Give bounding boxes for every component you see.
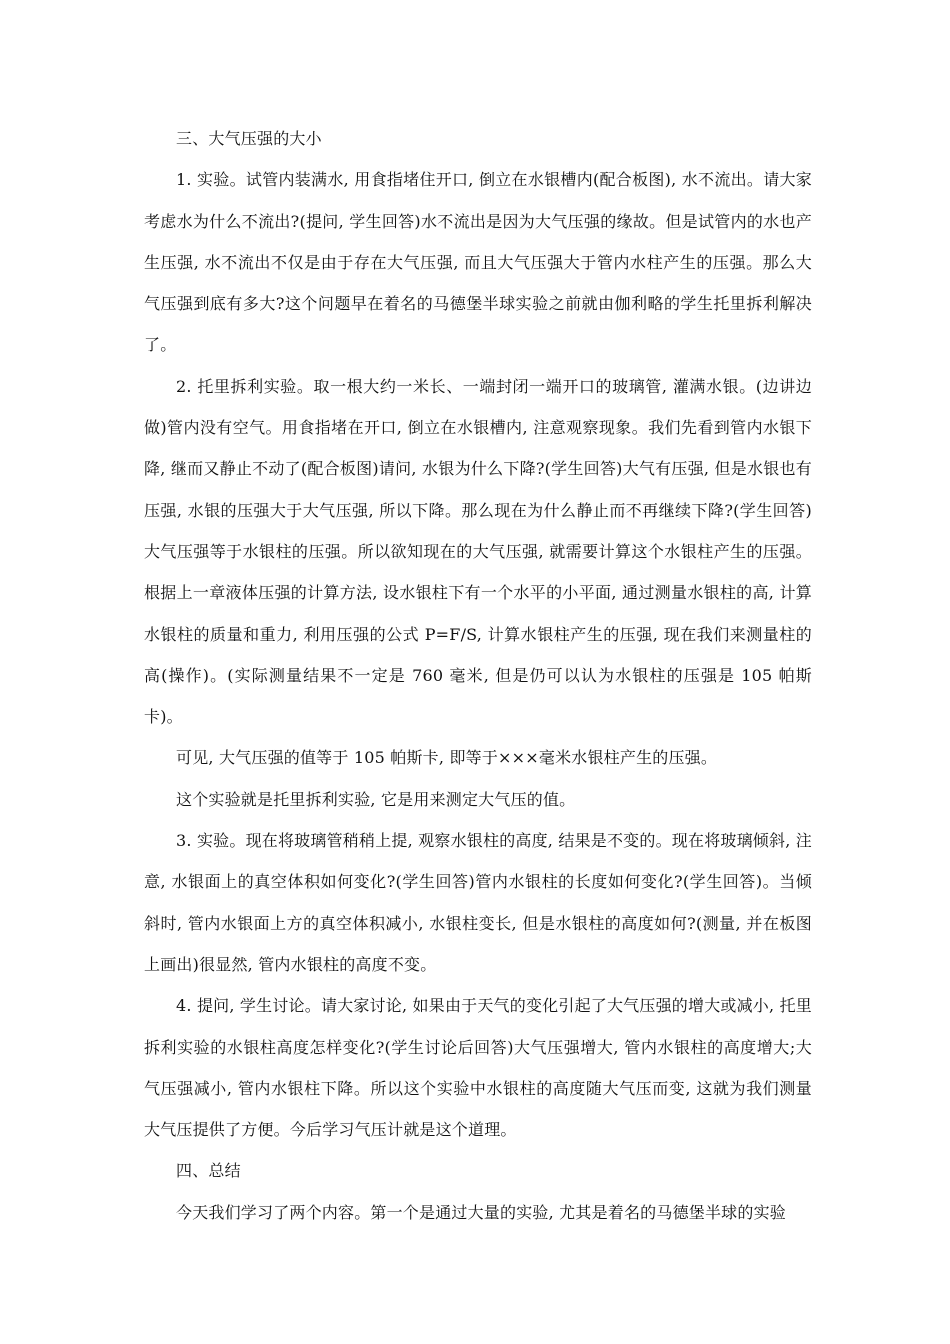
paragraph-discussion-4: 4. 提问, 学生讨论。请大家讨论, 如果由于天气的变化引起了大气压强的增大或减小, 托里拆利实验的水银柱高度怎样变化?(学生讨论后回答)大气压强增大, 管内水银柱的高度增大;大气压强减小, 管内水银柱下降。所以这个实验中水银柱的高度随大气压而变, 这就为我们测量大气压提供了方便。今后学习气压计就是这个道理。 xyxy=(144,996,812,1140)
paragraph-torricelli-experiment: 2. 托里拆利实验。取一根大约一米长、一端封闭一端开口的玻璃管, 灌满水银。(边讲边做)管内没有空气。用食指堵在开口, 倒立在水银槽内, 注意观察现象。我们先看到管内水银下降, 继而又静止不动了(配合板图)请问, 水银为什么下降?(学生回答)大气有压强, 但是水银也有压强, 水银的压强大于大气压强, 所以下降。那么现在为什么静止而不再继续下降?(学生回答)大气压强等于水银柱的压强。所以欲知现在的大气压强, 就需要计算这个水银柱产生的压强。根据上一章液体压强的计算方法, 设水银柱下有一个水平的小平面, 通过测量水银柱的高, 计算水银柱的质量和重力, 利用压强的公式 P=F/S, 计算水银柱产生的压强, 现在我们来测量柱的高(操作)。(实际测量结果不一定是 760 毫米, 但是仍可以认为水银柱的压强是 105 帕斯卡)。 xyxy=(144,376,812,727)
section-heading-4: 四、总结 xyxy=(176,1161,241,1181)
paragraph-experiment-3: 3. 实验。现在将玻璃管稍稍上提, 观察水银柱的高度, 结果是不变的。现在将玻璃倾斜, 注意, 水银面上的真空体积如何变化?(学生回答)管内水银柱的长度如何变化?(学生回答)。当倾斜时, 管内水银面上方的真空体积减小, 水银柱变长, 但是水银柱的高度如何?(测量, 并在板图上画出)很显然, 管内水银柱的高度不变。 xyxy=(144,831,812,974)
paragraph-experiment-1: 1. 实验。试管内装满水, 用食指堵住开口, 倒立在水银槽内(配合板图), 水不流出。请大家考虑水为什么不流出?(提问, 学生回答)水不流出是因为大气压强的缘故。但是试管内的水也产生压强, 水不流出不仅是由于存在大气压强, 而且大气压强大于管内水柱产生的压强。那么大气压强到底有多大?这个问题早在着名的马德堡半球实验之前就由伽利略的学生托里拆利解决了。 xyxy=(144,170,812,355)
paragraph-experiment-purpose: 这个实验就是托里拆利实验, 它是用来测定大气压的值。 xyxy=(176,789,576,809)
document-body xyxy=(144,118,812,1233)
paragraph-summary: 今天我们学习了两个内容。第一个是通过大量的实验, 尤其是着名的马德堡半球的实验 xyxy=(176,1202,786,1222)
section-heading-3: 三、大气压强的大小 xyxy=(176,129,322,148)
paragraph-pressure-value: 可见, 大气压强的值等于 105 帕斯卡, 即等于×××毫米水银柱产生的压强。 xyxy=(176,748,718,768)
